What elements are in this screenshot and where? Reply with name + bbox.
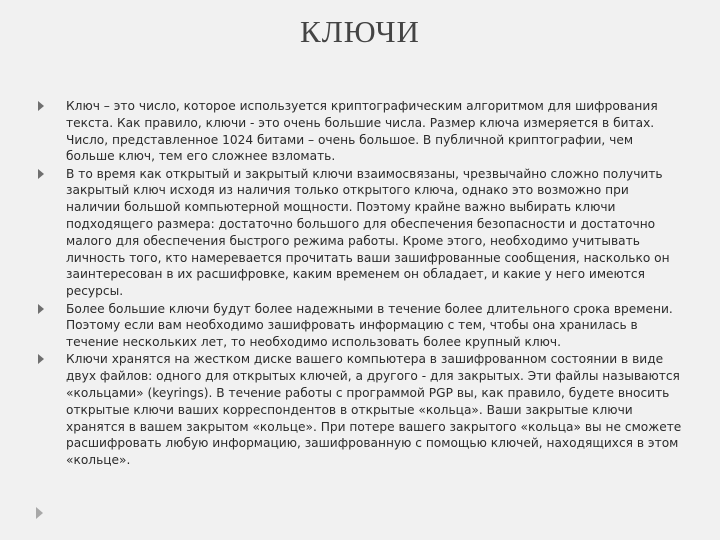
slide-title: КЛЮЧИ [300, 14, 420, 49]
slide-bullet-list [38, 98, 683, 470]
bullet-item [38, 98, 683, 165]
triangle-bullet-icon [38, 169, 44, 179]
bullet-text: В то время как открытый и закрытый ключи взаимосвязаны, чрезвычайно сложно получить закрытый ключ исходя из наличия только открытого ключа, однако это возможно при наличии большой компьютерной мощности. Поэтому крайне важно выбирать ключи подходящего размера: достаточно большого для обеспечения безопасности и достаточно малого для обеспечения быстрого режима работы. Кроме этого, необходимо учитывать личность того, кто намеревается прочитать ваши зашифрованные сообщения, насколько он заинтересован в их расшифровке, каким временем он обладает, и какие у него имеются ресурсы. [66, 166, 670, 299]
bullet-item [38, 301, 683, 351]
bullet-text: Более большие ключи будут более надежными в течение более длительного срока времени. Поэтому если вам необходимо зашифровать информацию с тем, чтобы она хранилась в течение нескольких лет, то необходимо использовать более крупный ключ. [66, 301, 673, 350]
bullet-item [38, 351, 683, 469]
triangle-bullet-icon [38, 354, 44, 364]
triangle-bullet-icon [38, 101, 44, 111]
triangle-bullet-icon [38, 304, 44, 314]
decorative-triangle-icon [36, 507, 43, 519]
bullet-text: Ключ – это число, которое используется криптографическим алгоритмом для шифрования текста. Как правило, ключи - это очень большие числа. Размер ключа измеряется в битах. Число, представленное 1024 битами – очень большое. В публичной криптографии, чем больше ключ, тем его сложнее взломать. [66, 99, 658, 164]
bullet-item [38, 166, 683, 300]
bullet-text: Ключи хранятся на жестком диске вашего компьютера в зашифрованном состоянии в виде двух файлов: одного для открытых ключей, а другого - для закрытых. Эти файлы называются «кольцами» (keyrings). В течение работы с программой PGP вы, как правило, будете вносить открытые ключи ваших корреспондентов в открытые «кольца». Ваши закрытые ключи хранятся в вашем закрытом «кольце». При потере вашего закрытого «кольца» вы не сможете расшифровать любую информацию, зашифрованную с помощью ключей, находящихся в этом «кольце». [66, 352, 682, 468]
